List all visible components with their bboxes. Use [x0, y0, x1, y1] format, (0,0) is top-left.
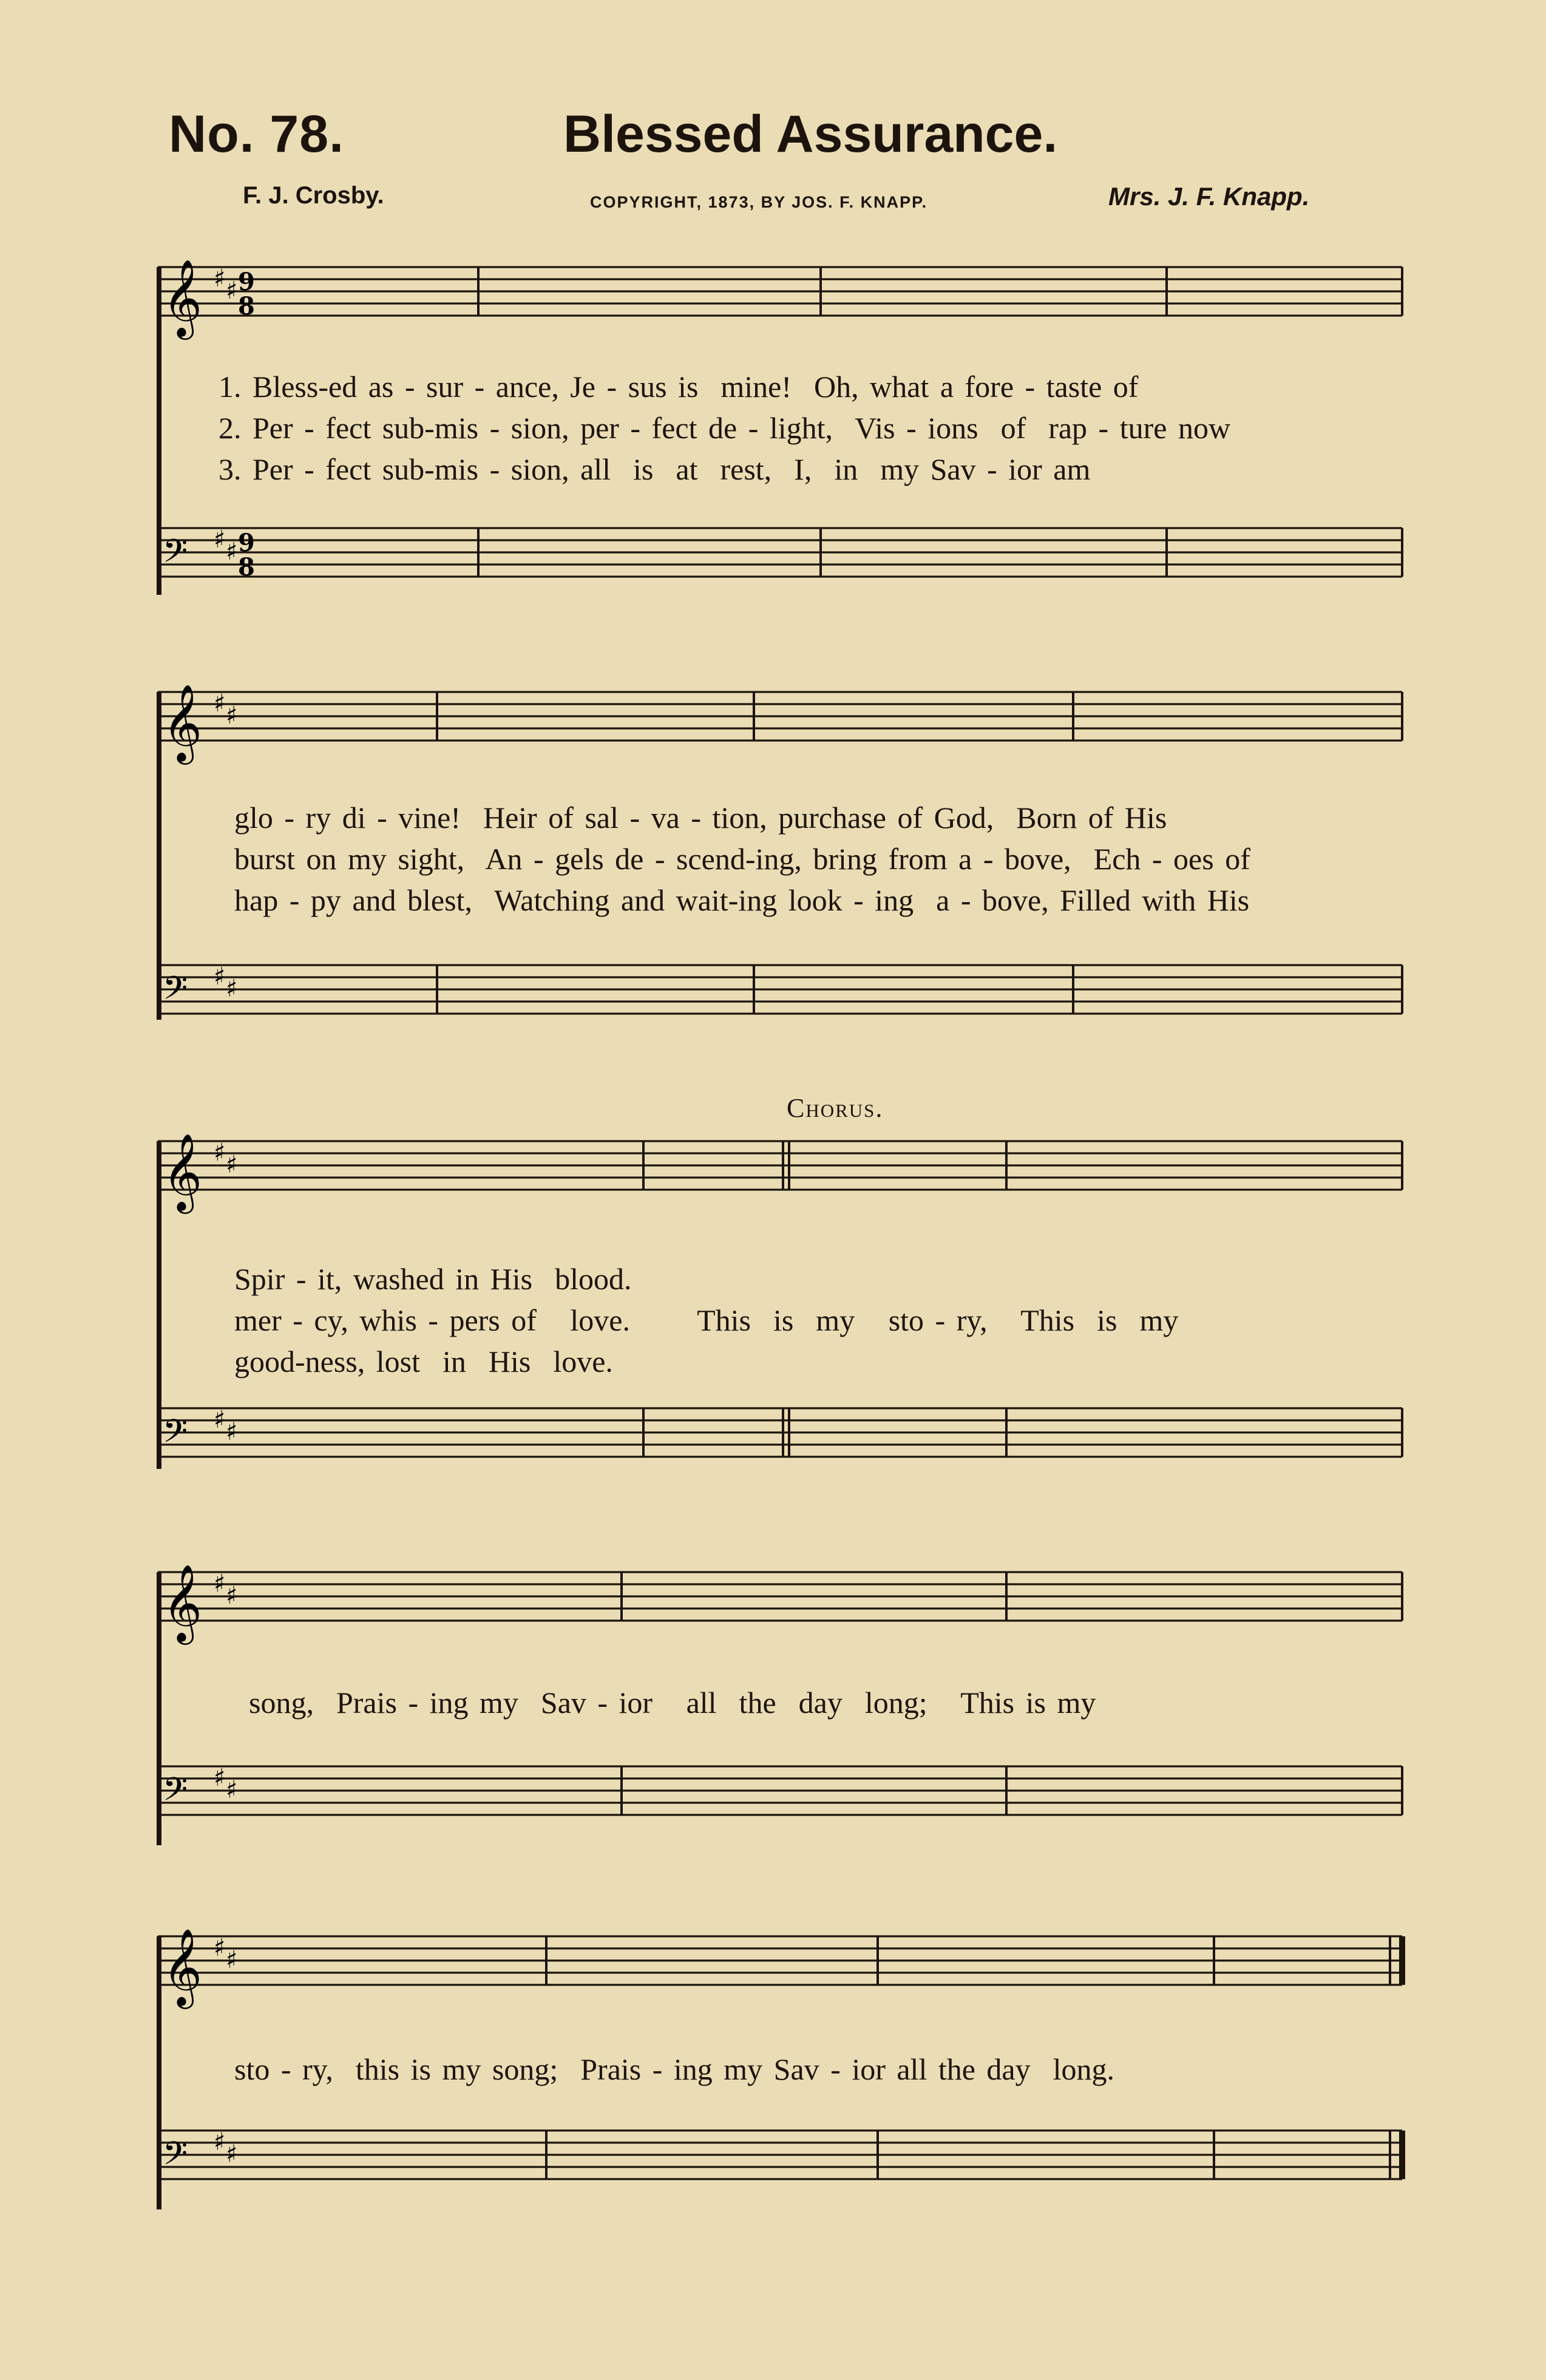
system4-treble-staff [158, 1554, 1408, 1645]
svg-text:♯: ♯ [214, 2128, 226, 2156]
system4-lyrics: song, Prais - ing my Sav - ior all the day long; This is my [249, 1686, 1096, 1720]
svg-text:♯: ♯ [226, 1151, 238, 1179]
system1-treble-staff [158, 249, 1408, 340]
svg-text:♯: ♯ [214, 526, 226, 554]
svg-text:♯: ♯ [226, 538, 238, 566]
svg-text:♯: ♯ [226, 975, 238, 1003]
svg-text:♯: ♯ [226, 1946, 238, 1974]
svg-text:𝄢: 𝄢 [163, 970, 188, 1015]
system3-verse2: mer - cy, whis - pers of love. This is my sto - ry, This is my [234, 1303, 1179, 1337]
svg-text:9: 9 [238, 529, 255, 557]
svg-text:♯: ♯ [214, 1764, 226, 1792]
svg-text:8: 8 [238, 292, 255, 320]
system5-treble-staff [158, 1918, 1408, 2009]
system3-verse3: good-ness, lost in His love. [234, 1344, 613, 1378]
system1-verse1: 1. Bless-ed as - sur - ance, Je - sus is mine! Oh, what a fore - taste of [219, 370, 1139, 404]
svg-text:𝄢: 𝄢 [163, 1771, 188, 1816]
system4-brace [157, 1572, 164, 1845]
svg-text:♯: ♯ [226, 1776, 238, 1804]
svg-text:♯: ♯ [226, 1418, 238, 1446]
svg-text:𝄞: 𝄞 [163, 1928, 203, 2005]
system5-bass-staff [158, 2112, 1408, 2203]
svg-text:♯: ♯ [226, 277, 238, 305]
svg-text:𝄢: 𝄢 [163, 2135, 188, 2180]
system3-brace [157, 1141, 164, 1469]
svg-text:♯: ♯ [226, 1582, 238, 1610]
svg-text:𝄞: 𝄞 [163, 1564, 203, 1641]
system5-brace [157, 1936, 164, 2209]
svg-text:♯: ♯ [214, 1934, 226, 1962]
hymn-title: Blessed Assurance. [563, 105, 1058, 163]
treble-clef-icon: 𝄞 [163, 259, 203, 336]
svg-text:♯: ♯ [214, 265, 226, 293]
system2-verse2: burst on my sight, An - gels de - scend-ing, bring from a - bove, Ech - oes of [234, 842, 1250, 876]
system1-verse2: 2. Per - fect sub-mis - sion, per - fect de - light, Vis - ions of rap - ture now [219, 411, 1231, 445]
composer-credit: Mrs. J. F. Knapp. [1108, 182, 1310, 211]
svg-text:♯: ♯ [214, 963, 226, 991]
system4-bass-staff [158, 1748, 1408, 1839]
copyright-notice: COPYRIGHT, 1873, BY JOS. F. KNAPP. [590, 193, 928, 211]
system3-treble-staff [158, 1123, 1408, 1214]
svg-text:𝄞: 𝄞 [163, 1133, 203, 1210]
system2-treble-staff [158, 674, 1408, 765]
system3-verse1: Spir - it, washed in His blood. [234, 1262, 632, 1296]
system3-bass-staff [158, 1390, 1408, 1481]
svg-text:♯: ♯ [214, 1406, 226, 1434]
svg-text:9: 9 [238, 268, 255, 296]
system2-bass-staff [158, 947, 1408, 1038]
svg-text:♯: ♯ [214, 1139, 226, 1167]
system2-brace [157, 692, 164, 1020]
chorus-label: Chorus. [787, 1093, 884, 1123]
system1-bass-staff [158, 510, 1408, 601]
system2-verse3: hap - py and blest, Watching and wait-ing look - ing a - bove, Filled with His [234, 883, 1250, 917]
system1-brace [157, 267, 164, 595]
system1-verse3: 3. Per - fect sub-mis - sion, all is at rest, I, in my Sav - ior am [219, 452, 1091, 486]
svg-text:8: 8 [238, 553, 255, 581]
svg-text:♯: ♯ [226, 702, 238, 730]
svg-text:𝄞: 𝄞 [163, 683, 203, 761]
bass-clef-icon: 𝄢 [163, 533, 188, 578]
svg-text:♯: ♯ [214, 690, 226, 717]
system2-verse1: glo - ry di - vine! Heir of sal - va - tion, purchase of God, Born of His [234, 801, 1167, 835]
system5-lyrics: sto - ry, this is my song; Prais - ing my Sav - ior all the day long. [234, 2052, 1115, 2086]
svg-text:𝄢: 𝄢 [163, 1413, 188, 1458]
hymn-number: No. 78. [169, 105, 344, 163]
svg-text:♯: ♯ [226, 2140, 238, 2168]
svg-text:♯: ♯ [214, 1570, 226, 1598]
author-credit: F. J. Crosby. [243, 182, 384, 209]
